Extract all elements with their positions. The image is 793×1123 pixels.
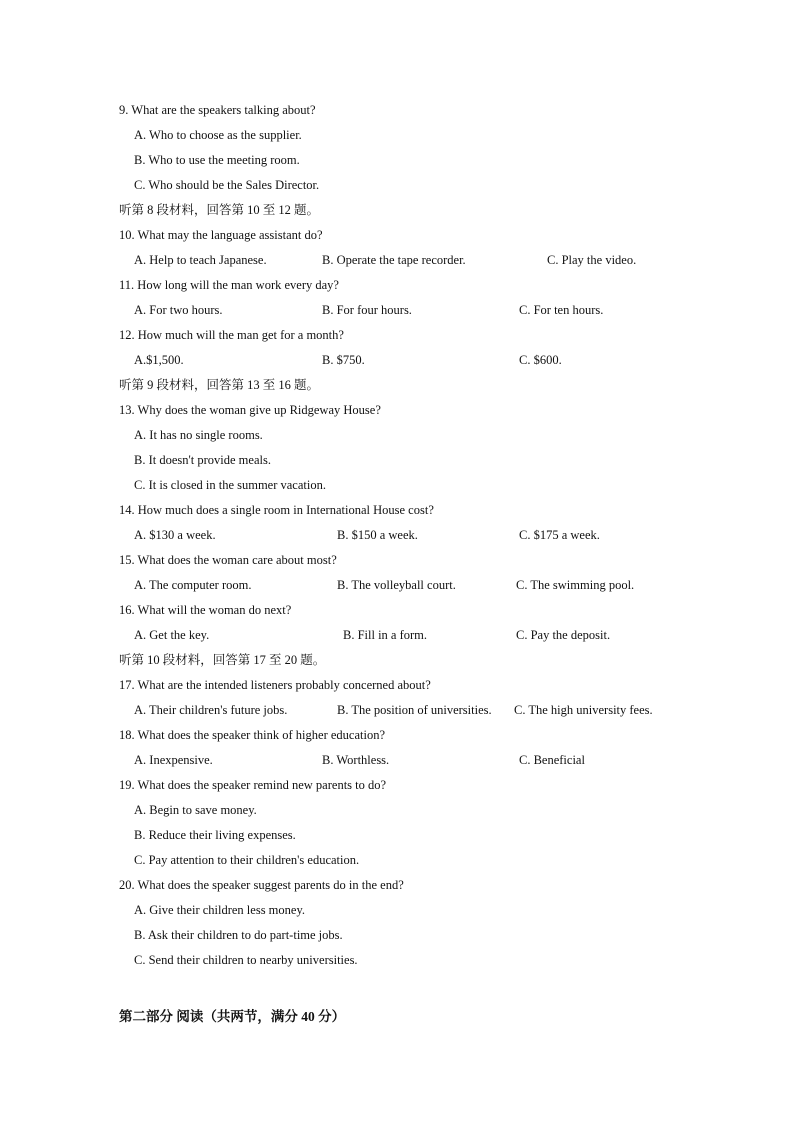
answer-option: A. Begin to save money. xyxy=(134,803,257,817)
question-number: 19. xyxy=(119,778,135,792)
question-stem xyxy=(119,877,404,893)
section-instruction: 听第 9 段材料，回答第 13 至 16 题。 xyxy=(119,378,320,392)
answer-option: A. Get the key. xyxy=(134,628,210,642)
question-text: What does the speaker think of higher education? xyxy=(134,728,386,742)
answer-option: B. Reduce their living expenses. xyxy=(134,828,296,842)
question-stem xyxy=(119,327,344,343)
answer-option: A. The computer room. xyxy=(134,578,252,592)
question-stem xyxy=(119,552,337,568)
answer-option: C. Play the video. xyxy=(547,253,637,267)
section-instruction: 听第 10 段材料，回答第 17 至 20 题。 xyxy=(119,653,326,667)
answer-option: C. Beneficial xyxy=(519,753,585,767)
answer-option: B. Operate the tape recorder. xyxy=(322,253,466,267)
answer-option: B. $750. xyxy=(322,353,365,367)
answer-option: B. For four hours. xyxy=(322,303,412,317)
answer-option: C. Who should be the Sales Director. xyxy=(134,178,320,192)
question-text: Why does the woman give up Ridgeway House? xyxy=(134,403,381,417)
answer-option: A. For two hours. xyxy=(134,303,223,317)
question-stem xyxy=(119,777,386,793)
question-text: What are the intended listeners probably concerned about? xyxy=(134,678,431,692)
question-text: What does the woman care about most? xyxy=(134,553,337,567)
answer-option: A. Give their children less money. xyxy=(134,903,306,917)
answer-option: C. Pay attention to their children's education. xyxy=(134,853,360,867)
question-number: 10. xyxy=(119,228,135,242)
answer-option: A. It has no single rooms. xyxy=(134,428,263,442)
answer-option: B. $150 a week. xyxy=(337,528,418,542)
question-stem xyxy=(119,402,381,418)
answer-option: B. Worthless. xyxy=(322,753,390,767)
question-number: 17. xyxy=(119,678,135,692)
answer-option: C. The swimming pool. xyxy=(516,578,635,592)
question-text: What are the speakers talking about? xyxy=(128,103,316,117)
section-instruction: 听第 8 段材料，回答第 10 至 12 题。 xyxy=(119,203,320,217)
answer-option: B. Ask their children to do part-time jobs. xyxy=(134,928,343,942)
question-text: How much does a single room in International House cost? xyxy=(134,503,434,517)
question-text: What does the speaker remind new parents to do? xyxy=(134,778,387,792)
answer-option: C. Pay the deposit. xyxy=(516,628,611,642)
question-number: 18. xyxy=(119,728,135,742)
answer-option: C. For ten hours. xyxy=(519,303,604,317)
question-text: What will the woman do next? xyxy=(134,603,292,617)
question-stem xyxy=(119,677,431,693)
answer-option: A. Their children's future jobs. xyxy=(134,703,288,717)
answer-option: A. Help to teach Japanese. xyxy=(134,253,267,267)
answer-option: B. It doesn't provide meals. xyxy=(134,453,271,467)
question-number: 15. xyxy=(119,553,135,567)
question-text: What does the speaker suggest parents do in the end? xyxy=(134,878,404,892)
question-number: 16. xyxy=(119,603,135,617)
answer-option: C. $600. xyxy=(519,353,562,367)
question-text: How much will the man get for a month? xyxy=(134,328,344,342)
question-stem xyxy=(119,502,434,518)
answer-option: A. Who to choose as the supplier. xyxy=(134,128,302,142)
question-number: 12. xyxy=(119,328,135,342)
question-text: How long will the man work every day? xyxy=(134,278,339,292)
question-stem xyxy=(119,227,323,243)
answer-option: C. $175 a week. xyxy=(519,528,600,542)
answer-option: C. Send their children to nearby universities. xyxy=(134,953,358,967)
answer-option: C. It is closed in the summer vacation. xyxy=(134,478,326,492)
answer-option: A. $130 a week. xyxy=(134,528,216,542)
question-stem xyxy=(119,727,385,743)
question-text: What may the language assistant do? xyxy=(134,228,323,242)
answer-option: A.$1,500. xyxy=(134,353,184,367)
answer-option: B. Who to use the meeting room. xyxy=(134,153,300,167)
question-stem xyxy=(119,102,316,118)
question-number: 11. xyxy=(119,278,135,292)
question-stem xyxy=(119,602,291,618)
answer-option: B. The position of universities. xyxy=(337,703,492,717)
question-number: 14. xyxy=(119,503,135,517)
question-number: 20. xyxy=(119,878,135,892)
part-heading: 第二部分 阅读（共两节，满分 40 分） xyxy=(119,1009,346,1024)
question-stem xyxy=(119,277,339,293)
answer-option: A. Inexpensive. xyxy=(134,753,213,767)
answer-option: C. The high university fees. xyxy=(514,703,653,717)
question-number: 9. xyxy=(119,103,129,117)
answer-option: B. The volleyball court. xyxy=(337,578,456,592)
question-number: 13. xyxy=(119,403,135,417)
answer-option: B. Fill in a form. xyxy=(343,628,428,642)
